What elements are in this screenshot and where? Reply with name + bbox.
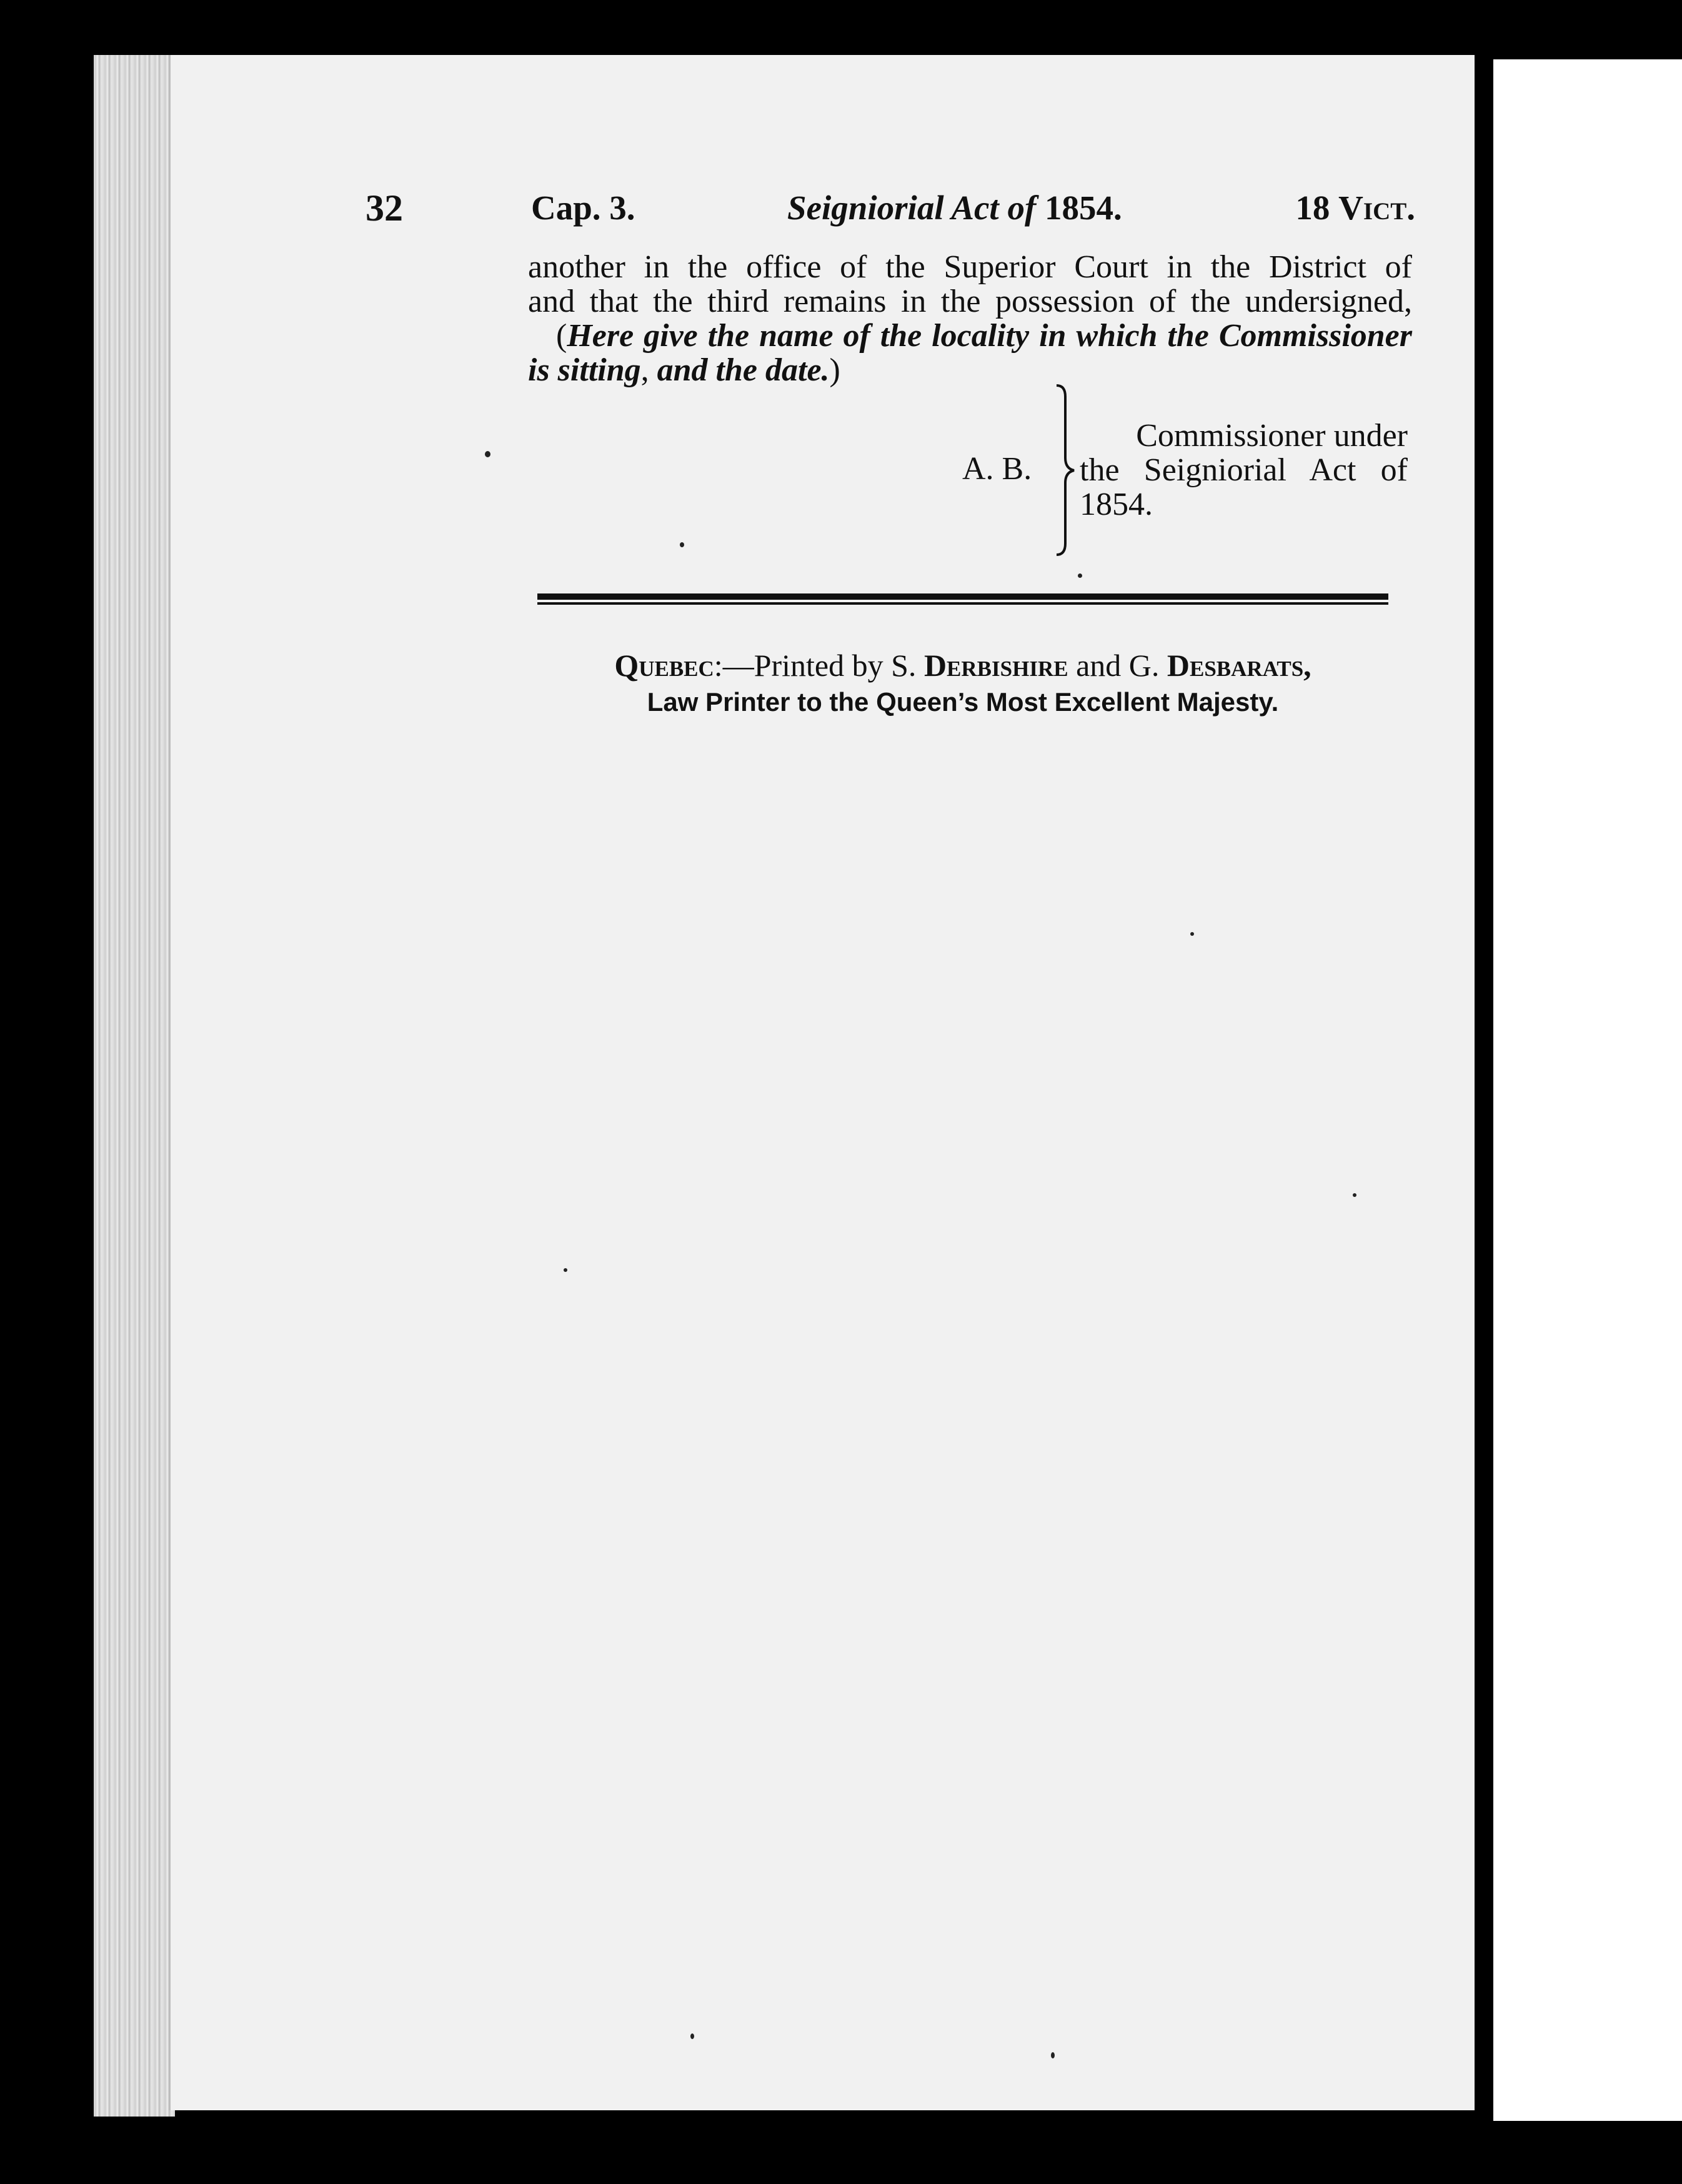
scan-speck: [1190, 932, 1194, 936]
gutter: [1475, 55, 1493, 2117]
scan-speck: [1353, 1193, 1356, 1197]
body-line-3: [528, 319, 1412, 353]
instruction-italic-1: Here give the name of the locality in which the Commissioner: [567, 318, 1412, 354]
scan-speck: [1078, 573, 1082, 578]
facing-page-edge: [1493, 59, 1682, 2121]
instruction-italic-2: is sitting: [528, 352, 641, 388]
act-title-italic: Seigniorial Act of: [787, 189, 1037, 227]
close-paren: ): [829, 352, 840, 388]
act-title: [787, 186, 1122, 230]
open-paren: (: [556, 318, 567, 354]
act-year: 1854.: [1045, 189, 1122, 227]
signature-block: [937, 384, 1412, 559]
scan-speck: [485, 451, 490, 457]
imprint-line-2: Law Printer to the Queen’s Most Excellent Majesty.: [647, 687, 1279, 717]
page-stack-edges: [94, 55, 175, 2117]
scan-speck: [1051, 2052, 1055, 2058]
brace-icon: [1053, 384, 1078, 556]
imprint-line-1: [537, 647, 1388, 684]
comma: ,: [640, 352, 649, 388]
scan-speck: [564, 1268, 567, 1272]
body-line-2: and that the third remains in the possession of the undersigned,: [528, 284, 1412, 319]
running-header: [366, 186, 1421, 236]
regnal-word: Vict.: [1338, 189, 1415, 227]
double-rule-divider: [537, 593, 1388, 607]
title-line-3: 1854.: [1080, 487, 1153, 522]
thin-rule: [537, 602, 1388, 605]
scan-speck: [690, 2033, 694, 2039]
chapter-label: Cap. 3.: [531, 189, 635, 227]
imprint-and: and G.: [1076, 648, 1160, 683]
signatory-name: A. B.: [962, 451, 1032, 487]
regnal-year: [1295, 186, 1415, 230]
imprint-printed-by: :—Printed by S.: [714, 648, 917, 683]
instruction-italic-3: and the date.: [657, 352, 830, 388]
body-line-1: another in the office of the Superior Court in the District of: [528, 249, 1412, 285]
page-number: 32: [366, 187, 403, 229]
body-text: [528, 250, 1412, 387]
title-line-2: the Seigniorial Act of: [1080, 452, 1408, 488]
regnal-number: 18: [1295, 189, 1330, 227]
imprint-printer-2: Desbarats,: [1167, 648, 1311, 683]
body-line-4: [528, 353, 1412, 387]
scan-speck: [680, 542, 684, 547]
imprint-city: Quebec: [614, 648, 714, 683]
signatory-title: [1080, 419, 1408, 522]
title-line-1: Commissioner under: [1136, 418, 1408, 454]
imprint-printer-1: Derbishire: [923, 648, 1068, 683]
thick-rule: [537, 593, 1388, 600]
printer-imprint: [537, 647, 1388, 720]
